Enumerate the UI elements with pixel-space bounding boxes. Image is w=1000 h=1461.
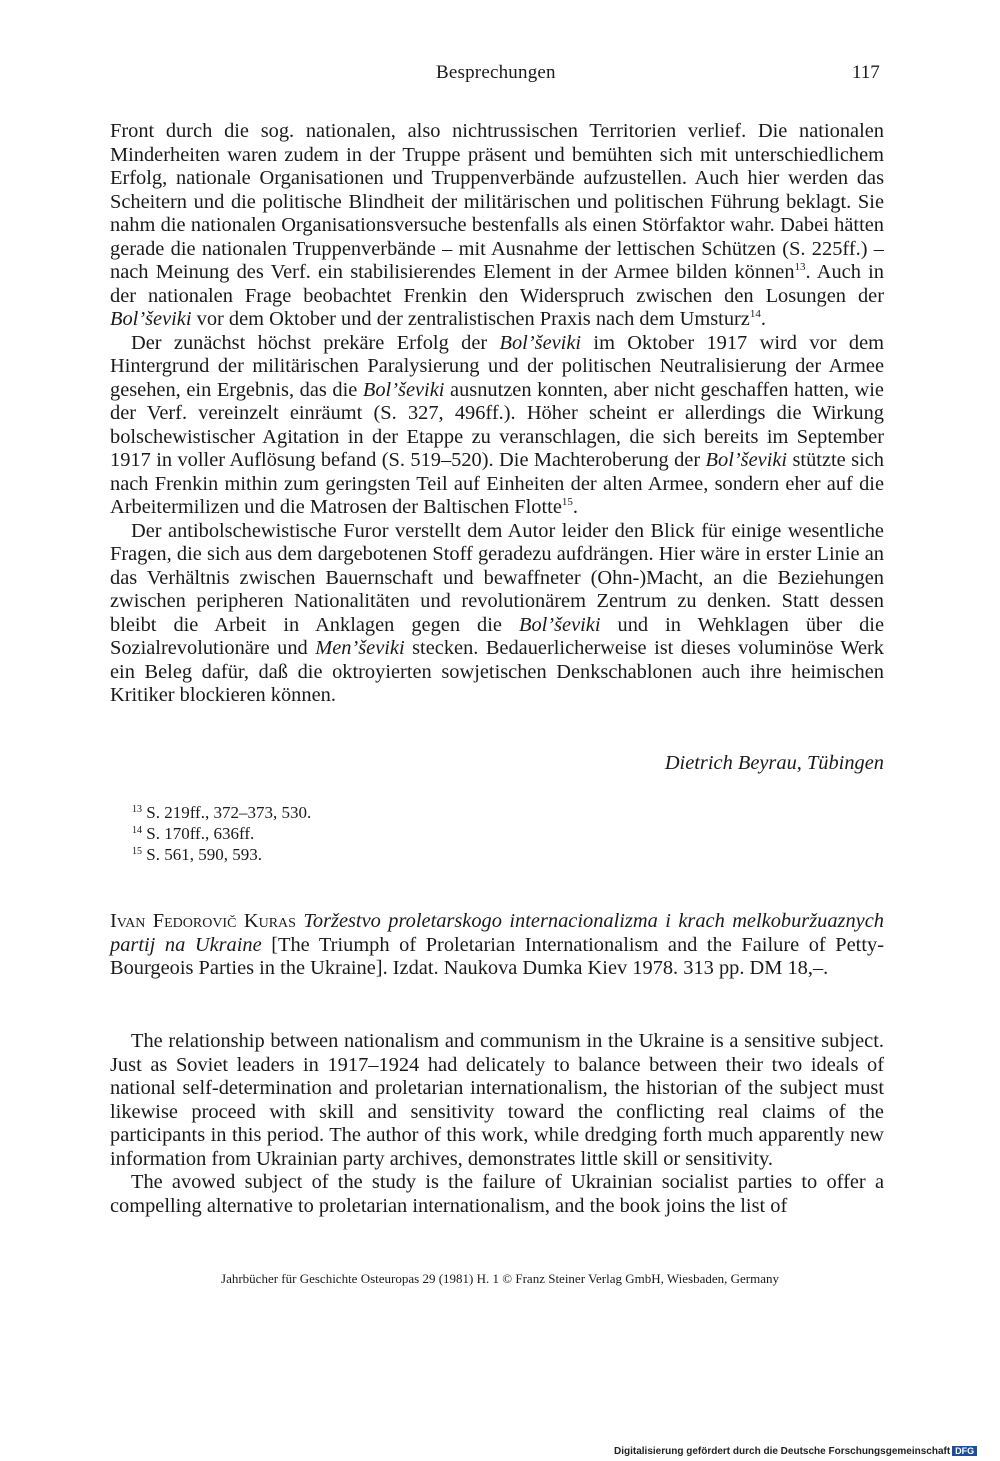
paragraph: [110, 332, 884, 520]
text-run: .: [572, 496, 578, 518]
italic-term: Bol’ševiki: [362, 378, 445, 401]
review-body-german: [110, 120, 884, 708]
italic-term: Toržestvo proletarskogo internacionalizma i krach melkoburžuaznych partij na Ukraine: [110, 910, 884, 956]
page-header: [0, 62, 1000, 92]
journal-footer: Jahrbücher für Geschichte Osteuropas 29 (1981) H. 1 © Franz Steiner Verlag GmbH, Wiesbaden, Germany: [221, 1271, 779, 1286]
footnote-ref: 14: [749, 308, 761, 320]
text-run: und in Wehklagen über die Sozialrevolutionäre und: [110, 613, 884, 659]
footnote-text: S. 219ff., 372–373, 530.: [146, 803, 312, 822]
text-run: Der zunächst höchst prekäre Erfolg der: [131, 331, 500, 354]
author-name: Ivan Fedorovič Kuras: [110, 910, 296, 932]
text-run: ausnutzen konnten, aber nicht geschaffen hatten, wie der Verf. vereinzelt einräumt (S. 327, 496ff.). Höher scheint er allerdings die Wirkung bolschewistischer Agitation in der Etappe zu veranschlagen, die sich bereits im September 1917 in voller Auflösung befand (S. 519–520). Die Machteroberung der: [110, 378, 884, 471]
footnotes: [132, 802, 311, 865]
italic-term: Bol’ševiki: [518, 613, 601, 636]
footnote-text: S. 561, 590, 593.: [146, 845, 262, 864]
text-run: . Auch in der nationalen Frage beobachtet Frenkin den Widerspruch zwischen den Losungen der: [110, 261, 884, 307]
italic-term: Bol’ševiki: [705, 449, 788, 471]
text-run: vor dem Oktober und der zentralistischen Praxis nach dem Umsturz: [191, 308, 750, 330]
footnote-ref: 15: [561, 496, 573, 508]
digitization-text: Digitalisierung gefördert durch die Deutsche Forschungsgemeinschaft: [614, 1446, 951, 1457]
digitization-note: [614, 1446, 977, 1457]
text-run: Der antibolschewistische Furor verstellt dem Autor leider den Blick für einige wesentliche Fragen, die sich aus dem dargebotenen Stoff geradezu aufdrängen. Hier wäre in erster Linie an das Verhältnis zwischen Bauernschaft und bewaffneter (Ohn-)Macht, an die Beziehungen zwischen peripheren Nationalitäten und revolutionärem Zentrum zu denken. Statt dessen bleibt die Arbeit in Anklagen gegen die: [110, 519, 884, 636]
paragraph: [110, 120, 884, 332]
footnote: [132, 802, 311, 823]
text-run: Front durch die sog. nationalen, also nichtrussischen Territorien verlief. Die nationalen Minderheiten waren zudem in der Truppe präsent und bemühten sich mit unterschiedlichem Erfolg, nationale Organisationen und Truppenverbände aufzustellen. Auch hier werden das Scheitern und die politische Blindheit der militärischen und politischen Führung beklagt. Sie nahm die nationalen Organisationsversuche bestenfalls als einen Störfaktor wahr. Dabei hätten gerade die nationalen Truppenverbände – mit Ausnahme der lettischen Schützen (S. 225ff.) – nach Meinung des Verf. ein stabilisierendes Element in der Armee bilden können: [110, 120, 884, 283]
review-body-english: [110, 1030, 884, 1218]
dfg-logo: DFG: [952, 1446, 977, 1456]
footnote-number: 14: [132, 825, 142, 836]
text-run: stützte sich nach Frenkin mithin zum geringsten Teil auf Einheiten der alten Armee, sondern eher auf die Arbeitermilizen und die Matrosen der Baltischen Flotte: [110, 449, 884, 518]
paragraph: [110, 520, 884, 708]
footnote-text: S. 170ff., 636ff.: [146, 824, 255, 843]
footnote-number: 15: [132, 846, 142, 857]
footnote: [132, 823, 311, 844]
footnote: [132, 844, 311, 865]
text-run: The relationship between nationalism and communism in the Ukraine is a sensitive subject. Just as Soviet leaders in 1917–1924 had delicately to balance between their two ideals of national self-determination and proletarian internationalism, the historian of the subject must likewise proceed with skill and sensitivity toward the conflicting real claims of the participants in this period. The author of this work, while dredging forth much apparently new information from Ukrainian party archives, demonstrates little skill or sensitivity.: [110, 1030, 884, 1170]
running-title: Besprechungen: [436, 62, 556, 83]
footnote-number: 13: [132, 804, 142, 815]
text-run: .: [760, 308, 766, 330]
text-run: im Oktober 1917 wird vor dem Hintergrund der militärischen Paralysierung und der politischen Neutralisierung der Armee gesehen, ein Ergebnis, das die: [110, 331, 884, 401]
footnote-ref: 13: [794, 261, 806, 273]
italic-term: Bol’ševiki: [499, 331, 582, 354]
book-citation: [110, 910, 884, 981]
italic-term: Men’ševiki: [315, 637, 405, 659]
text-run: stecken. Bedauerlicherweise ist dieses voluminöse Werk ein Beleg dafür, daß die oktroyierten sowjetischen Denkschablonen auch ihre heimischen Kritiker blockieren können.: [110, 637, 885, 706]
paragraph: [110, 1171, 884, 1218]
page-number: 117: [852, 62, 880, 83]
italic-term: Bol’ševiki: [110, 308, 192, 330]
text-run: The avowed subject of the study is the failure of Ukrainian socialist parties to offer a compelling alternative to proletarian internationalism, and the book joins the list of: [110, 1171, 884, 1217]
text-run: [The Triumph of Proletarian Internationalism and the Failure of Petty-Bourgeois Parties in the Ukraine]. Izdat. Naukova Dumka Kiev 1978. 313 pp. DM 18,–.: [110, 933, 884, 979]
reviewer-signature: Dietrich Beyrau, Tübingen: [664, 752, 884, 774]
paragraph: [110, 1030, 884, 1171]
